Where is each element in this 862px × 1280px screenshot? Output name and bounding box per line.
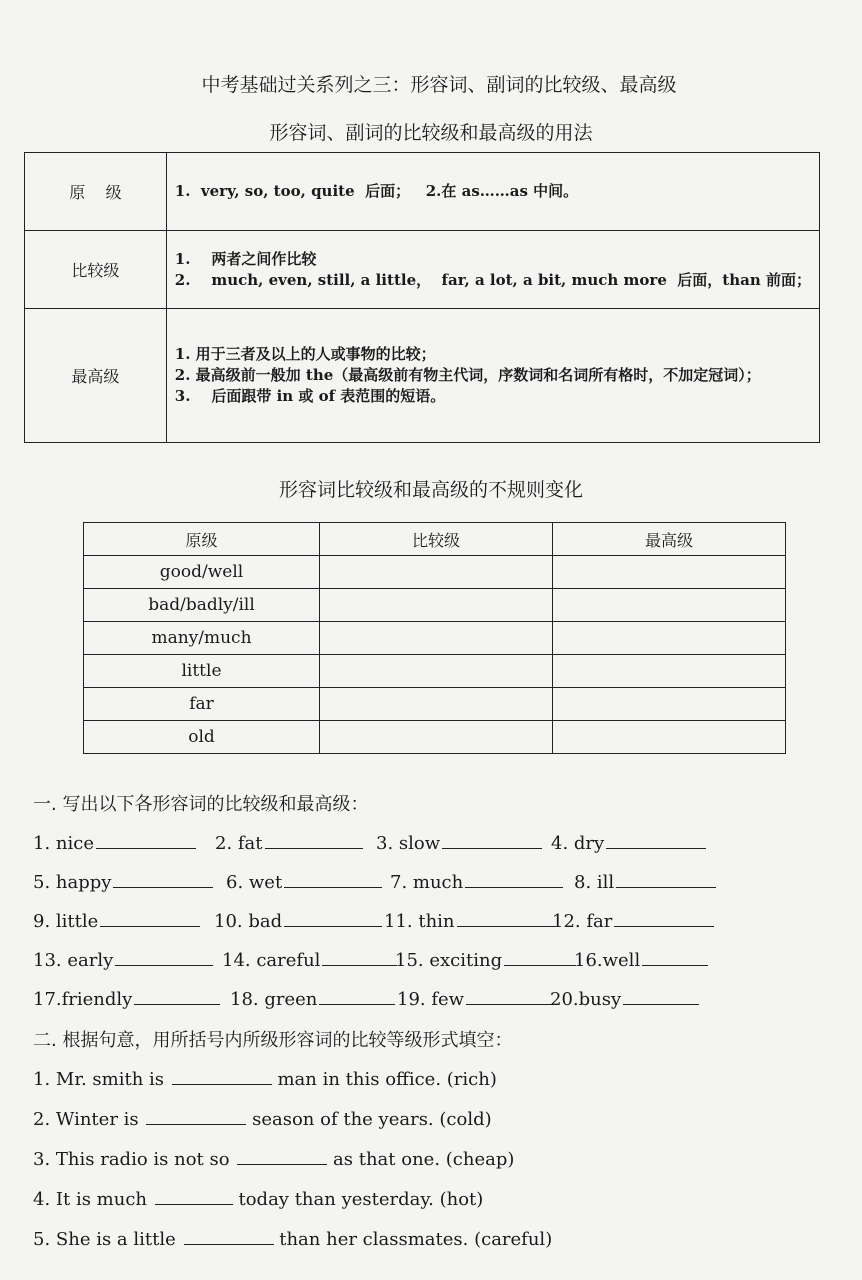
exercise-label: 10. bad	[214, 911, 283, 932]
exercise-label: 18. green	[230, 989, 318, 1010]
exercise-item	[552, 908, 714, 932]
base-form-cell: good/well	[84, 556, 320, 589]
sentence-start: 3. This radio is not so	[33, 1149, 230, 1170]
exercise-item	[33, 947, 213, 971]
answer-blank[interactable]	[172, 1066, 272, 1085]
fill-sentence	[33, 1106, 492, 1130]
usage-line: 1. very, so, too, quite 后面； 2.在 as……as 中间。	[174, 182, 579, 200]
table-header-row	[84, 523, 786, 556]
usage-line: 3. 后面跟带 in 或 of 表范围的短语。	[174, 387, 446, 405]
answer-blank[interactable]	[466, 986, 554, 1005]
usage-label: 比较级	[25, 231, 167, 309]
table-row	[84, 589, 786, 622]
usage-table-title: 形容词、副词的比较级和最高级的用法	[269, 122, 593, 144]
exercise-row	[33, 830, 853, 860]
column-header: 最高级	[553, 523, 786, 556]
page-title: 中考基础过关系列之三：形容词、副词的比较级、最高级	[201, 74, 677, 96]
exercise-item	[33, 869, 213, 893]
superlative-answer-cell[interactable]	[553, 622, 786, 655]
answer-blank[interactable]	[100, 908, 200, 927]
answer-blank[interactable]	[146, 1106, 246, 1125]
table-row	[84, 556, 786, 589]
exercise-label: 1. nice	[33, 833, 94, 854]
base-form-cell: little	[84, 655, 320, 688]
comparative-answer-cell[interactable]	[320, 622, 553, 655]
exercise-label: 7. much	[390, 872, 464, 893]
answer-blank[interactable]	[606, 830, 706, 849]
sentence-end: season of the years. (cold)	[252, 1109, 492, 1130]
exercise-label: 3. slow	[376, 833, 441, 854]
exercise-item	[390, 869, 563, 893]
fill-sentence	[33, 1226, 552, 1250]
base-form-cell: far	[84, 688, 320, 721]
answer-blank[interactable]	[265, 830, 363, 849]
exercise-label: 6. wet	[226, 872, 283, 893]
usage-line: 1. 两者之间作比较	[174, 249, 317, 268]
exercise-label: 14. careful	[222, 950, 321, 971]
exercise-item	[230, 986, 395, 1010]
section2-heading: 二. 根据句意，用所括号内所级形容词的比较等级形式填空：	[33, 1030, 513, 1051]
exercise-item	[395, 947, 576, 971]
answer-blank[interactable]	[504, 947, 576, 966]
exercise-item	[376, 830, 542, 854]
exercise-item	[33, 830, 196, 854]
exercise-label: 5. happy	[33, 872, 112, 893]
exercise-item	[33, 908, 200, 932]
exercise-item	[574, 947, 708, 971]
answer-blank[interactable]	[616, 869, 716, 888]
exercise-label: 12. far	[552, 911, 613, 932]
comparative-answer-cell[interactable]	[320, 589, 553, 622]
usage-label: 最高级	[25, 309, 167, 443]
exercise-item	[226, 869, 382, 893]
usage-content	[166, 231, 819, 309]
exercise-item	[550, 986, 699, 1010]
fill-sentence	[33, 1186, 483, 1210]
sentence-start: 1. Mr. smith is	[33, 1069, 165, 1090]
usage-row-comparative	[25, 231, 820, 309]
answer-blank[interactable]	[623, 986, 699, 1005]
exercise-item	[551, 830, 706, 854]
exercise-item	[397, 986, 554, 1010]
usage-table	[24, 152, 820, 443]
answer-blank[interactable]	[237, 1146, 327, 1165]
superlative-answer-cell[interactable]	[553, 721, 786, 754]
exercise-label: 19. few	[397, 989, 465, 1010]
sentence-start: 5. She is a little	[33, 1229, 176, 1250]
table-row	[84, 721, 786, 754]
base-form-cell: bad/badly/ill	[84, 589, 320, 622]
sentence-start: 4. It is much	[33, 1189, 148, 1210]
answer-blank[interactable]	[322, 947, 397, 966]
superlative-answer-cell[interactable]	[553, 655, 786, 688]
exercise-label: 13. early	[33, 950, 114, 971]
answer-blank[interactable]	[319, 986, 395, 1005]
sentence-start: 2. Winter is	[33, 1109, 139, 1130]
superlative-answer-cell[interactable]	[553, 688, 786, 721]
exercise-label: 17.friendly	[33, 989, 133, 1010]
comparative-answer-cell[interactable]	[320, 655, 553, 688]
superlative-answer-cell[interactable]	[553, 589, 786, 622]
exercise-label: 20.busy	[550, 989, 622, 1010]
answer-blank[interactable]	[155, 1186, 233, 1205]
answer-blank[interactable]	[96, 830, 196, 849]
exercise-row	[33, 986, 853, 1016]
exercise-label: 15. exciting	[395, 950, 503, 971]
exercise-row	[33, 869, 853, 899]
fill-sentence	[33, 1066, 497, 1090]
exercise-label: 11. thin	[384, 911, 455, 932]
table-row	[84, 622, 786, 655]
usage-content	[166, 153, 819, 231]
section1-heading: 一. 写出以下各形容词的比较级和最高级：	[33, 794, 369, 815]
superlative-answer-cell[interactable]	[553, 556, 786, 589]
irregular-table	[83, 522, 786, 754]
usage-line: 2. 最高级前一般加 the（最高级前有物主代词，序数词和名词所有格时，不加定冠词）；	[174, 366, 761, 384]
exercise-label: 4. dry	[551, 833, 605, 854]
answer-blank[interactable]	[284, 908, 382, 927]
exercise-item	[222, 947, 397, 971]
exercise-row	[33, 908, 853, 938]
sentence-end: as that one. (cheap)	[333, 1149, 515, 1170]
exercise-item	[215, 830, 363, 854]
exercise-label: 9. little	[33, 911, 99, 932]
answer-blank[interactable]	[113, 869, 213, 888]
fill-sentence	[33, 1146, 514, 1170]
usage-row-positive	[25, 153, 820, 231]
sentence-end: than her classmates. (careful)	[279, 1229, 553, 1250]
usage-label: 原 级	[25, 153, 167, 231]
comparative-answer-cell[interactable]	[320, 688, 553, 721]
exercise-label: 8. ill	[574, 872, 615, 893]
irregular-table-title: 形容词比较级和最高级的不规则变化	[278, 479, 583, 501]
answer-blank[interactable]	[134, 986, 220, 1005]
base-form-cell: many/much	[84, 622, 320, 655]
usage-row-superlative	[25, 309, 820, 443]
answer-blank[interactable]	[457, 908, 555, 927]
answer-blank[interactable]	[184, 1226, 274, 1245]
exercise-row	[33, 947, 853, 977]
comparative-answer-cell[interactable]	[320, 556, 553, 589]
usage-line: 1. 用于三者及以上的人或事物的比较；	[174, 345, 436, 363]
answer-blank[interactable]	[442, 830, 542, 849]
answer-blank[interactable]	[642, 947, 708, 966]
sentence-end: man in this office. (rich)	[277, 1069, 497, 1090]
table-row	[84, 655, 786, 688]
column-header: 比较级	[320, 523, 553, 556]
exercise-item	[384, 908, 555, 932]
exercise-item	[214, 908, 382, 932]
base-form-cell: old	[84, 721, 320, 754]
exercise-label: 2. fat	[215, 833, 263, 854]
exercise-item	[33, 986, 220, 1010]
answer-blank[interactable]	[614, 908, 714, 927]
usage-line: 2. much, even, still, a little， far, a lot, a bit, much more 后面，than 前面；	[174, 270, 811, 289]
answer-blank[interactable]	[115, 947, 213, 966]
answer-blank[interactable]	[465, 869, 563, 888]
table-row	[84, 688, 786, 721]
sentence-end: today than yesterday. (hot)	[238, 1189, 484, 1210]
exercise-label: 16.well	[574, 950, 641, 971]
comparative-answer-cell[interactable]	[320, 721, 553, 754]
exercise-item	[574, 869, 716, 893]
column-header: 原级	[84, 523, 320, 556]
answer-blank[interactable]	[284, 869, 382, 888]
usage-content	[166, 309, 819, 443]
